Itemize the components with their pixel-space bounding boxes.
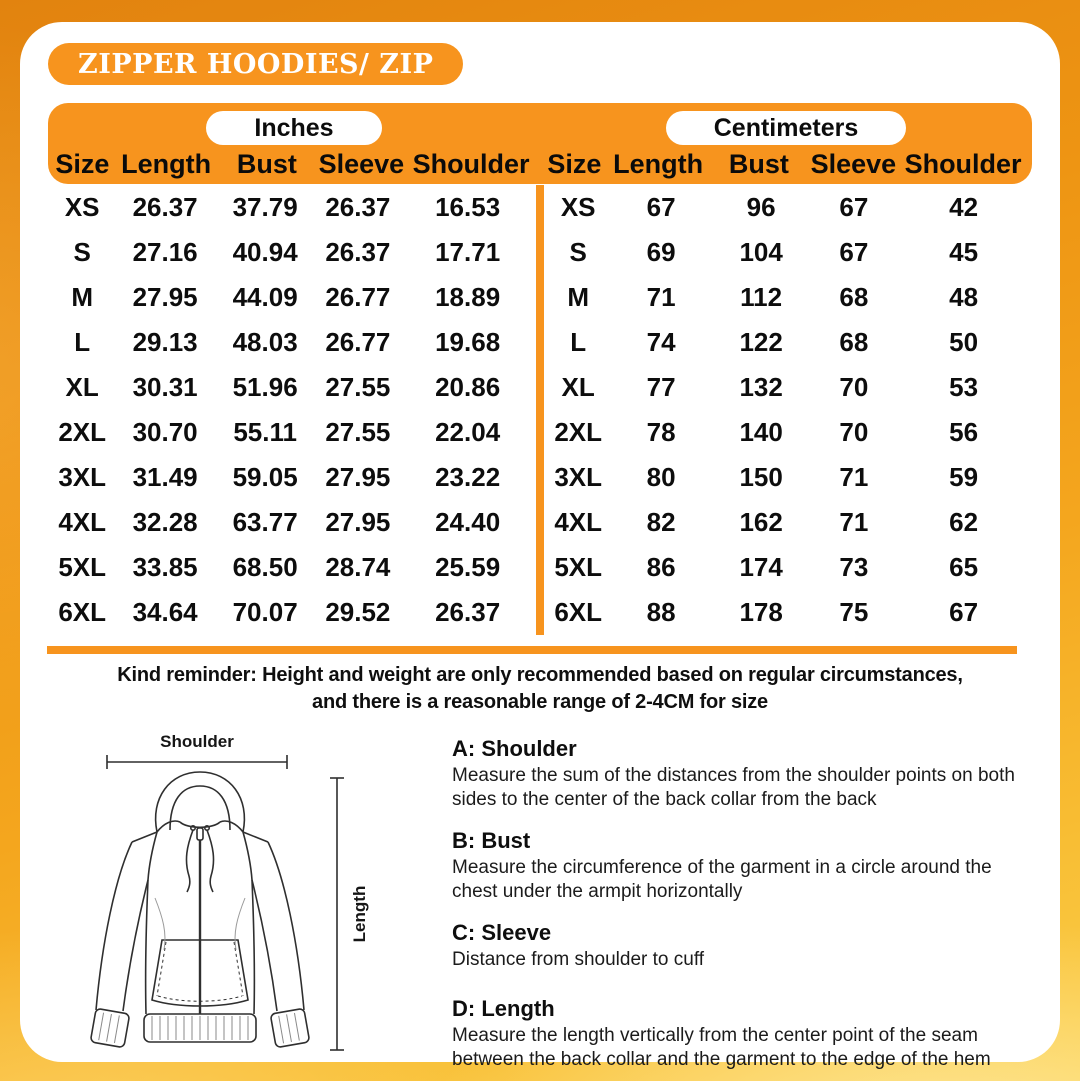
table-cell: 132 — [739, 372, 783, 402]
table-cell: 26.77 — [325, 282, 391, 312]
hoodie-outline-drawing — [60, 728, 430, 1060]
size-chart-card — [20, 22, 1060, 1070]
table-row — [48, 192, 536, 223]
table-cell: 75 — [839, 597, 869, 627]
table-cell: 67 — [839, 237, 869, 267]
table-cell: 67 — [949, 597, 979, 627]
table-cell: 25.59 — [435, 552, 501, 582]
table-cell: 6XL — [58, 597, 106, 627]
table-cell: 2XL — [554, 417, 602, 447]
table-cell: 80 — [646, 462, 676, 492]
column-header: Bust — [236, 149, 297, 179]
table-cell: 62 — [949, 507, 979, 537]
table-cell: 67 — [839, 192, 869, 222]
table-cell: 3XL — [58, 462, 106, 492]
table-cell: 104 — [739, 237, 783, 267]
measurement-instructions — [452, 736, 1017, 1081]
instruction-sleeve-heading: C: Sleeve — [452, 920, 552, 945]
table-cell: 122 — [739, 327, 783, 357]
table-cell: M — [71, 282, 93, 312]
table-cell: 59.05 — [232, 462, 298, 492]
table-row — [48, 372, 536, 403]
table-cell: 73 — [839, 552, 869, 582]
table-row — [48, 237, 536, 268]
table-cell: 5XL — [554, 552, 602, 582]
table-cell: 32.28 — [132, 507, 198, 537]
table-cell: 82 — [646, 507, 676, 537]
table-cell: M — [567, 282, 589, 312]
table-cell: 24.40 — [435, 507, 501, 537]
table-cell: 56 — [949, 417, 979, 447]
column-header: Length — [121, 149, 212, 179]
table-cell: 88 — [646, 597, 676, 627]
instruction-bust — [452, 828, 1017, 904]
section-divider-line — [47, 646, 1017, 654]
table-cell: 3XL — [554, 462, 602, 492]
table-row — [544, 327, 1032, 358]
table-cell: 23.22 — [435, 462, 501, 492]
table-cell: 68 — [839, 327, 869, 357]
kind-reminder — [20, 662, 1060, 716]
inches-column-headers — [48, 145, 540, 183]
table-row — [544, 462, 1032, 493]
table-row — [544, 237, 1032, 268]
column-header: Bust — [728, 149, 789, 179]
column-header: Shoulder — [904, 149, 1022, 179]
centimeters-column-headers — [540, 145, 1032, 183]
table-row — [48, 552, 536, 583]
table-cell: S — [73, 237, 91, 267]
table-row — [48, 417, 536, 448]
kind-reminder-line1: Kind reminder: Height and weight are only recommended based on regular circumstances, — [117, 664, 963, 686]
table-row — [544, 552, 1032, 583]
table-cell: 29.52 — [325, 597, 391, 627]
table-cell: 59 — [949, 462, 979, 492]
table-row — [544, 372, 1032, 403]
table-cell: 68.50 — [232, 552, 298, 582]
table-cell: 71 — [839, 462, 869, 492]
kind-reminder-line2: and there is a reasonable range of 2-4CM for size — [312, 691, 768, 713]
table-cell: XL — [65, 372, 99, 402]
table-row — [48, 507, 536, 538]
length-measure-label: Length — [350, 885, 369, 943]
column-header: Sleeve — [810, 149, 897, 179]
table-cell: 4XL — [554, 507, 602, 537]
instruction-bust-heading: B: Bust — [452, 828, 531, 853]
table-cell: 26.37 — [325, 237, 391, 267]
table-cell: 45 — [949, 237, 979, 267]
table-cell: 28.74 — [325, 552, 391, 582]
table-cell: 50 — [949, 327, 979, 357]
table-cell: 27.55 — [325, 417, 391, 447]
table-cell: 26.37 — [435, 597, 501, 627]
table-row — [544, 282, 1032, 313]
instruction-length-body: Measure the length vertically from the center point of the seam between the back collar and the garment to the edge of the hem — [452, 1025, 991, 1070]
table-cell: 31.49 — [132, 462, 198, 492]
table-cell: 70 — [839, 372, 869, 402]
table-row — [544, 417, 1032, 448]
table-cell: 69 — [646, 237, 676, 267]
table-cell: 68 — [839, 282, 869, 312]
instruction-shoulder — [452, 736, 1017, 812]
table-cell: 2XL — [58, 417, 106, 447]
size-chart-header — [48, 103, 1032, 184]
table-row — [48, 462, 536, 493]
table-cell: 70 — [839, 417, 869, 447]
table-cell: 86 — [646, 552, 676, 582]
table-cell: L — [74, 327, 91, 357]
table-cell: 26.37 — [325, 192, 391, 222]
column-header: Sleeve — [318, 149, 405, 179]
length-measure-line — [330, 778, 344, 1050]
table-cell: 29.13 — [132, 327, 198, 357]
table-cell: 6XL — [554, 597, 602, 627]
centimeters-unit-pill: Centimeters — [666, 111, 907, 145]
table-cell: 51.96 — [232, 372, 298, 402]
table-cell: XS — [64, 192, 100, 222]
instruction-length — [452, 996, 1017, 1072]
table-cell: 77 — [646, 372, 676, 402]
table-cell: S — [569, 237, 587, 267]
table-cell: 55.11 — [233, 417, 297, 447]
table-cell: 178 — [739, 597, 783, 627]
column-header: Size — [55, 149, 110, 179]
table-vertical-divider — [536, 185, 544, 635]
table-cell: 4XL — [58, 507, 106, 537]
shoulder-measure-label: Shoulder — [160, 732, 234, 751]
table-cell: 174 — [739, 552, 783, 582]
table-cell: 74 — [646, 327, 676, 357]
table-cell: L — [570, 327, 587, 357]
centimeters-header-section — [540, 103, 1032, 184]
table-cell: XS — [560, 192, 596, 222]
table-cell: 20.86 — [435, 372, 501, 402]
table-cell: 48 — [949, 282, 979, 312]
size-chart-body — [48, 185, 1032, 635]
table-cell: 40.94 — [232, 237, 298, 267]
table-cell: 30.31 — [132, 372, 198, 402]
table-cell: 34.64 — [132, 597, 198, 627]
table-cell: 140 — [739, 417, 783, 447]
table-row — [544, 192, 1032, 223]
table-cell: 19.68 — [435, 327, 501, 357]
inches-unit-pill: Inches — [206, 111, 381, 145]
table-cell: 33.85 — [132, 552, 198, 582]
instruction-sleeve-body: Distance from shoulder to cuff — [452, 949, 705, 970]
table-cell: 27.16 — [132, 237, 198, 267]
table-cell: XL — [561, 372, 595, 402]
table-cell: 5XL — [58, 552, 106, 582]
inches-table-body — [48, 185, 536, 635]
column-header: Length — [613, 149, 704, 179]
table-cell: 150 — [739, 462, 783, 492]
table-cell: 53 — [949, 372, 979, 402]
instruction-length-heading: D: Length — [452, 996, 555, 1021]
centimeters-table-body — [544, 185, 1032, 635]
table-cell: 48.03 — [232, 327, 298, 357]
table-cell: 96 — [746, 192, 776, 222]
table-cell: 67 — [646, 192, 676, 222]
table-cell: 27.55 — [325, 372, 391, 402]
table-cell: 78 — [646, 417, 676, 447]
instruction-shoulder-heading: A: Shoulder — [452, 736, 577, 761]
table-cell: 37.79 — [232, 192, 298, 222]
column-header: Size — [547, 149, 602, 179]
table-cell: 112 — [740, 282, 783, 312]
table-cell: 162 — [739, 507, 783, 537]
table-cell: 71 — [839, 507, 869, 537]
table-cell: 26.37 — [132, 192, 198, 222]
instruction-shoulder-body: Measure the sum of the distances from the shoulder points on both sides to the center of the back collar from the back — [452, 765, 1015, 810]
table-cell: 71 — [646, 282, 676, 312]
table-cell: 26.77 — [325, 327, 391, 357]
table-cell: 27.95 — [325, 462, 391, 492]
table-cell: 18.89 — [435, 282, 501, 312]
instruction-sleeve — [452, 920, 1017, 972]
hoodie-measurement-diagram — [60, 728, 430, 1060]
column-header: Shoulder — [412, 149, 530, 179]
table-cell: 30.70 — [132, 417, 198, 447]
table-cell: 27.95 — [325, 507, 391, 537]
table-cell: 16.53 — [435, 192, 501, 222]
shoulder-measure-line — [107, 755, 287, 769]
table-cell: 70.07 — [232, 597, 298, 627]
page-title: ZIPPER HOODIES/ ZIP — [48, 43, 463, 85]
table-cell: 17.71 — [435, 237, 501, 267]
instruction-bust-body: Measure the circumference of the garment in a circle around the chest under the armpit horizontally — [452, 857, 992, 902]
table-cell: 27.95 — [132, 282, 198, 312]
table-cell: 65 — [949, 552, 979, 582]
table-row — [48, 282, 536, 313]
table-row — [48, 327, 536, 358]
table-row — [48, 597, 536, 628]
table-cell: 63.77 — [232, 507, 298, 537]
table-row — [544, 597, 1032, 628]
table-cell: 22.04 — [435, 417, 501, 447]
table-cell: 44.09 — [232, 282, 298, 312]
table-cell: 42 — [949, 192, 979, 222]
table-row — [544, 507, 1032, 538]
inches-header-section — [48, 103, 540, 184]
